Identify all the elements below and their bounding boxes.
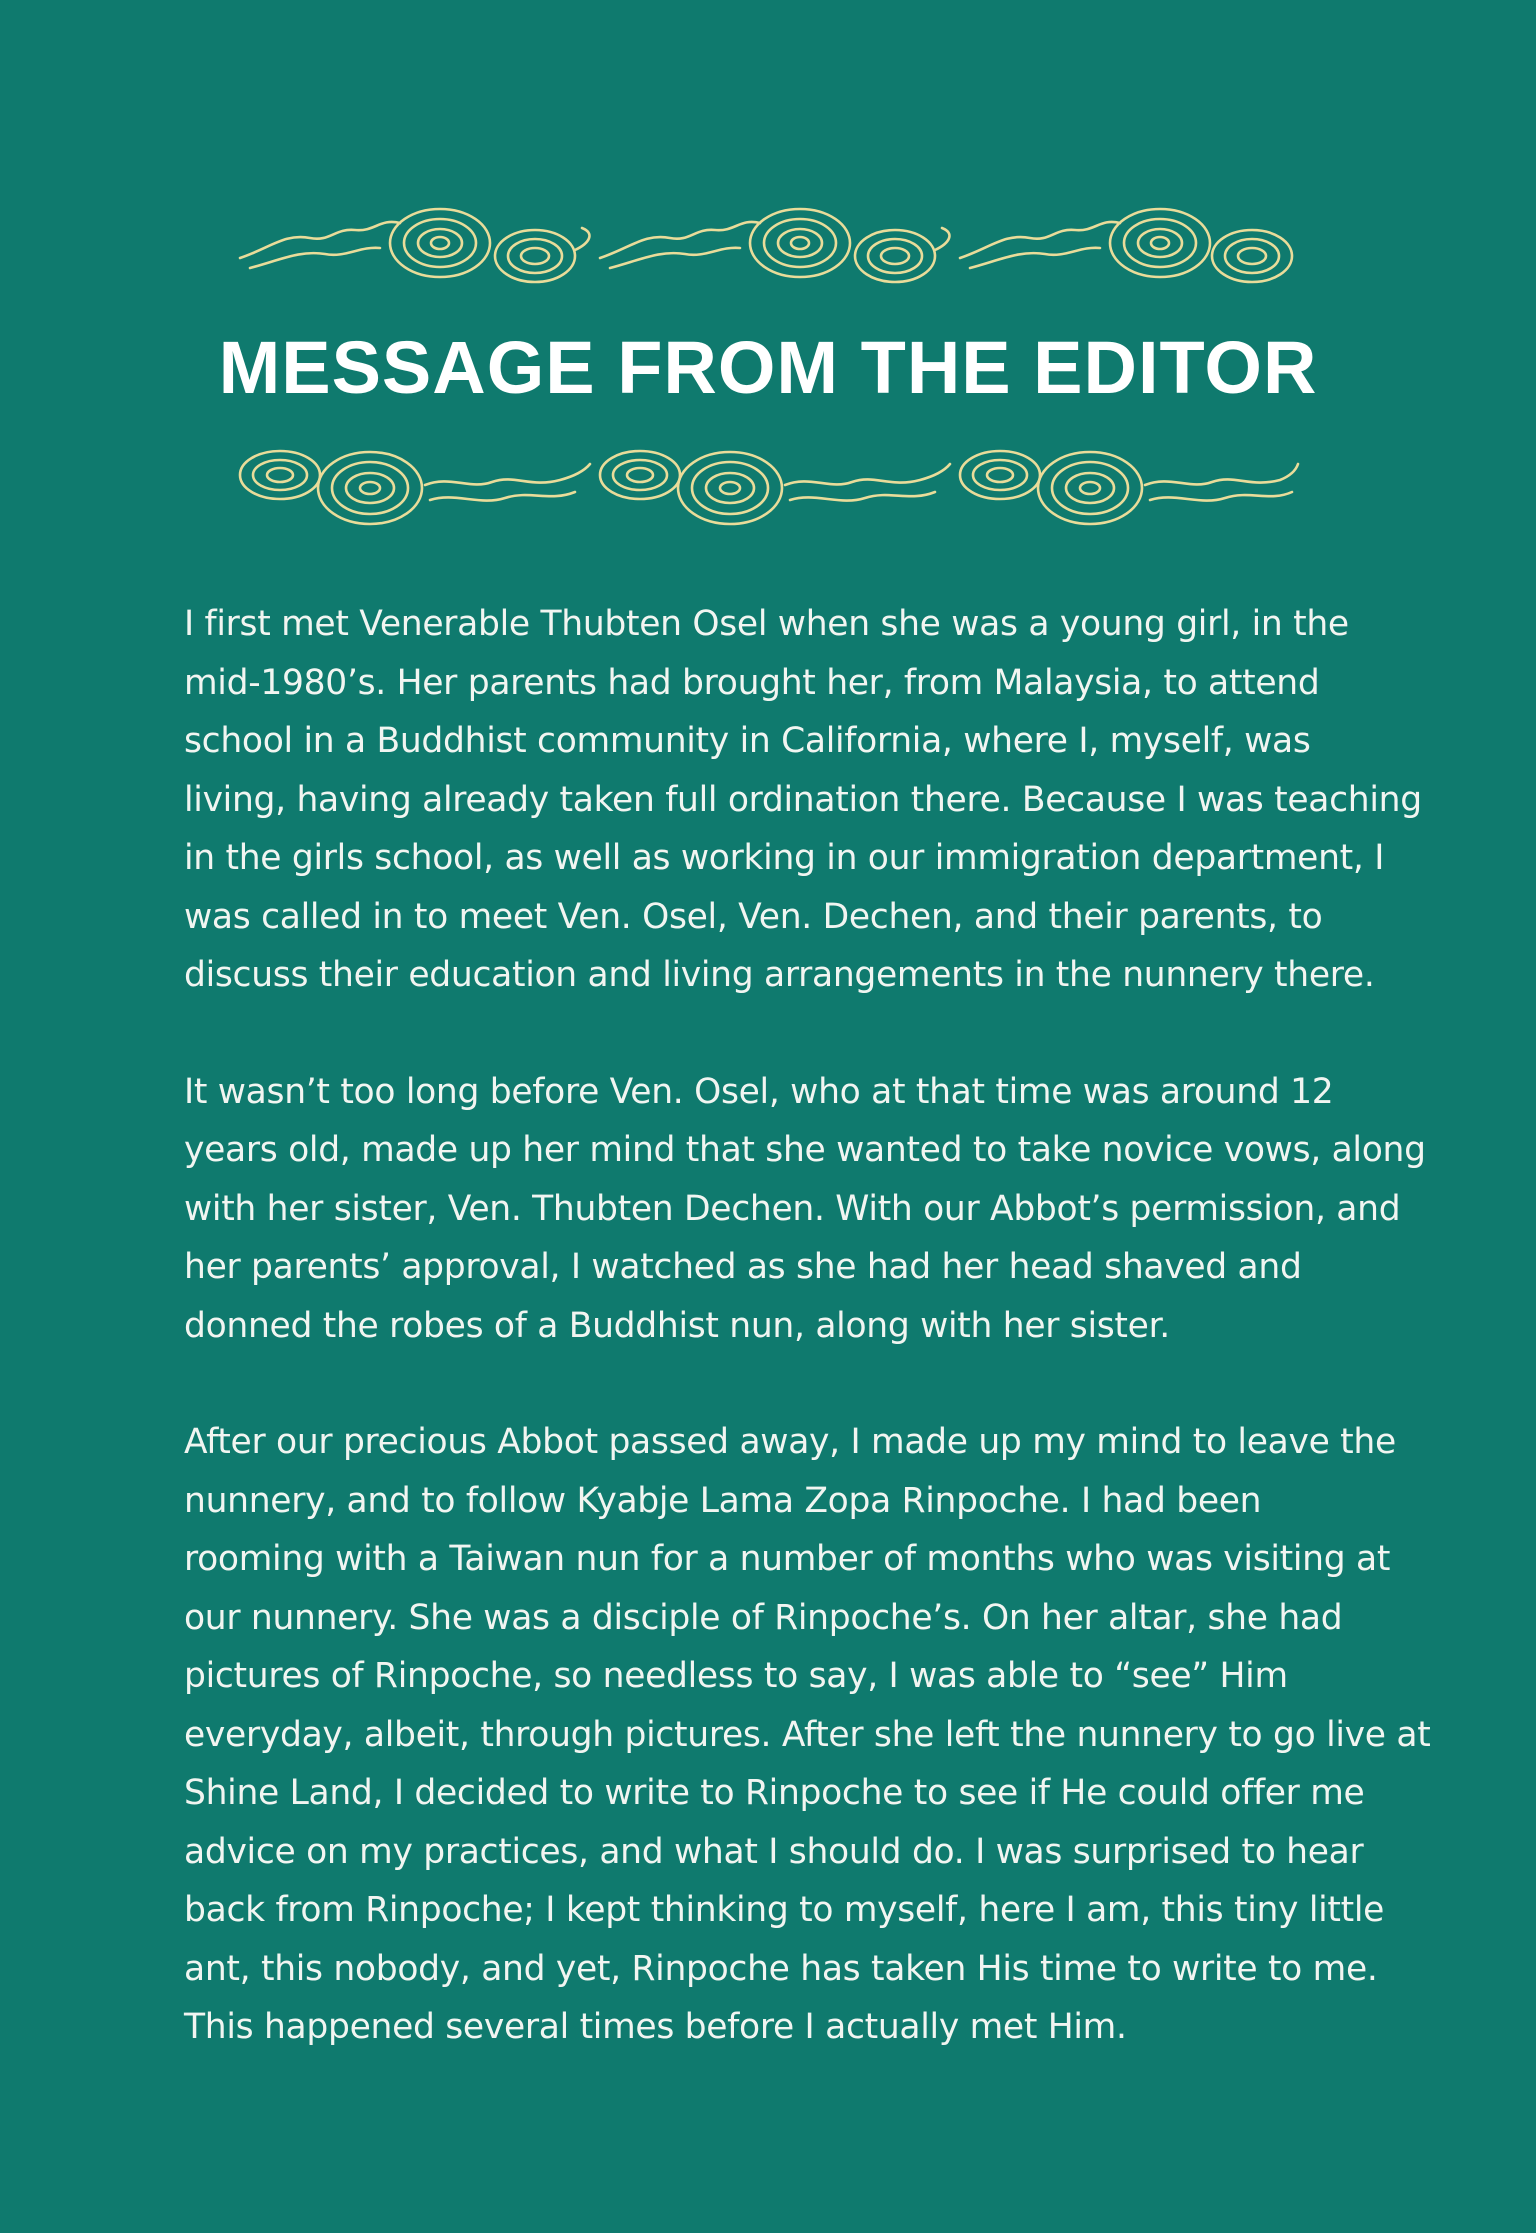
paragraph-line: her parents’ approval, I watched as she had her head shaved and: [184, 1247, 1302, 1287]
paragraph-line: advice on my practices, and what I should do. I was surprised to hear: [184, 1831, 1364, 1872]
paragraph-line: our nunnery. She was a disciple of Rinpoche’s. On her altar, she had: [184, 1597, 1343, 1638]
paragraph-line: nunnery, and to follow Kyabje Lama Zopa Rinpoche. I had been: [184, 1480, 1262, 1521]
top-ornament-group-2: [600, 209, 949, 282]
paragraph-line: pictures of Rinpoche, so needless to say, I was able to “see” Him: [184, 1656, 1288, 1696]
paragraph-line: everyday, albeit, through pictures. After she left the nunnery to go live at: [184, 1714, 1431, 1755]
top-ornament-group-1: [240, 209, 589, 282]
paragraph-line: back from Rinpoche; I kept thinking to myself, here I am, this tiny little: [184, 1890, 1385, 1930]
paragraph-line: Shine Land, I decided to write to Rinpoche to see if He could offer me: [184, 1773, 1365, 1813]
paragraph-line: living, having already taken full ordination there. Because I was teaching: [184, 779, 1422, 820]
paragraph-line: years old, made up her mind that she wanted to take novice vows, along: [184, 1130, 1426, 1170]
paragraph-line: ant, this nobody, and yet, Rinpoche has taken His time to write to me.: [184, 1948, 1378, 1989]
paragraph-1: [184, 595, 1422, 1005]
paragraph-line: After our precious Abbot passed away, I made up my mind to leave the: [184, 1422, 1396, 1462]
paragraph-line: This happened several times before I actually met Him.: [184, 2007, 1127, 2047]
top-ornament-group-3: [960, 209, 1292, 282]
paragraph-line: school in a Buddhist community in California, where I, myself, was: [184, 721, 1311, 761]
paragraph-line: It wasn’t too long before Ven. Osel, who at that time was around 12: [184, 1071, 1334, 1112]
paragraph-line: discuss their education and living arrangements in the nunnery there.: [184, 955, 1375, 995]
paragraph-3: [184, 1413, 1431, 2057]
paragraph-line: was called in to meet Ven. Osel, Ven. Dechen, and their parents, to: [184, 896, 1323, 937]
bottom-cloud-ornament-icon: [230, 430, 1306, 540]
bottom-ornament-group-3: [960, 451, 1298, 524]
bottom-ornament-group-2: [600, 451, 950, 524]
paragraph-line: in the girls school, as well as working in our immigration department, I: [184, 838, 1385, 878]
paragraph-line: donned the robes of a Buddhist nun, along with her sister.: [184, 1305, 1170, 1346]
editor-message-body: [184, 595, 1431, 2115]
paragraph-line: rooming with a Taiwan nun for a number of months who was visiting at: [184, 1539, 1391, 1579]
paragraph-2: [184, 1063, 1426, 1356]
paragraph-line: with her sister, Ven. Thubten Dechen. With our Abbot’s permission, and: [184, 1188, 1401, 1229]
page-title: MESSAGE FROM THE EDITOR: [218, 326, 1318, 409]
paragraph-line: mid-1980’s. Her parents had brought her, from Malaysia, to attend: [184, 662, 1320, 703]
bottom-ornament-group-1: [240, 451, 590, 524]
paragraph-line: I first met Venerable Thubten Osel when she was a young girl, in the: [184, 604, 1349, 644]
top-cloud-ornament-icon: [230, 188, 1306, 298]
